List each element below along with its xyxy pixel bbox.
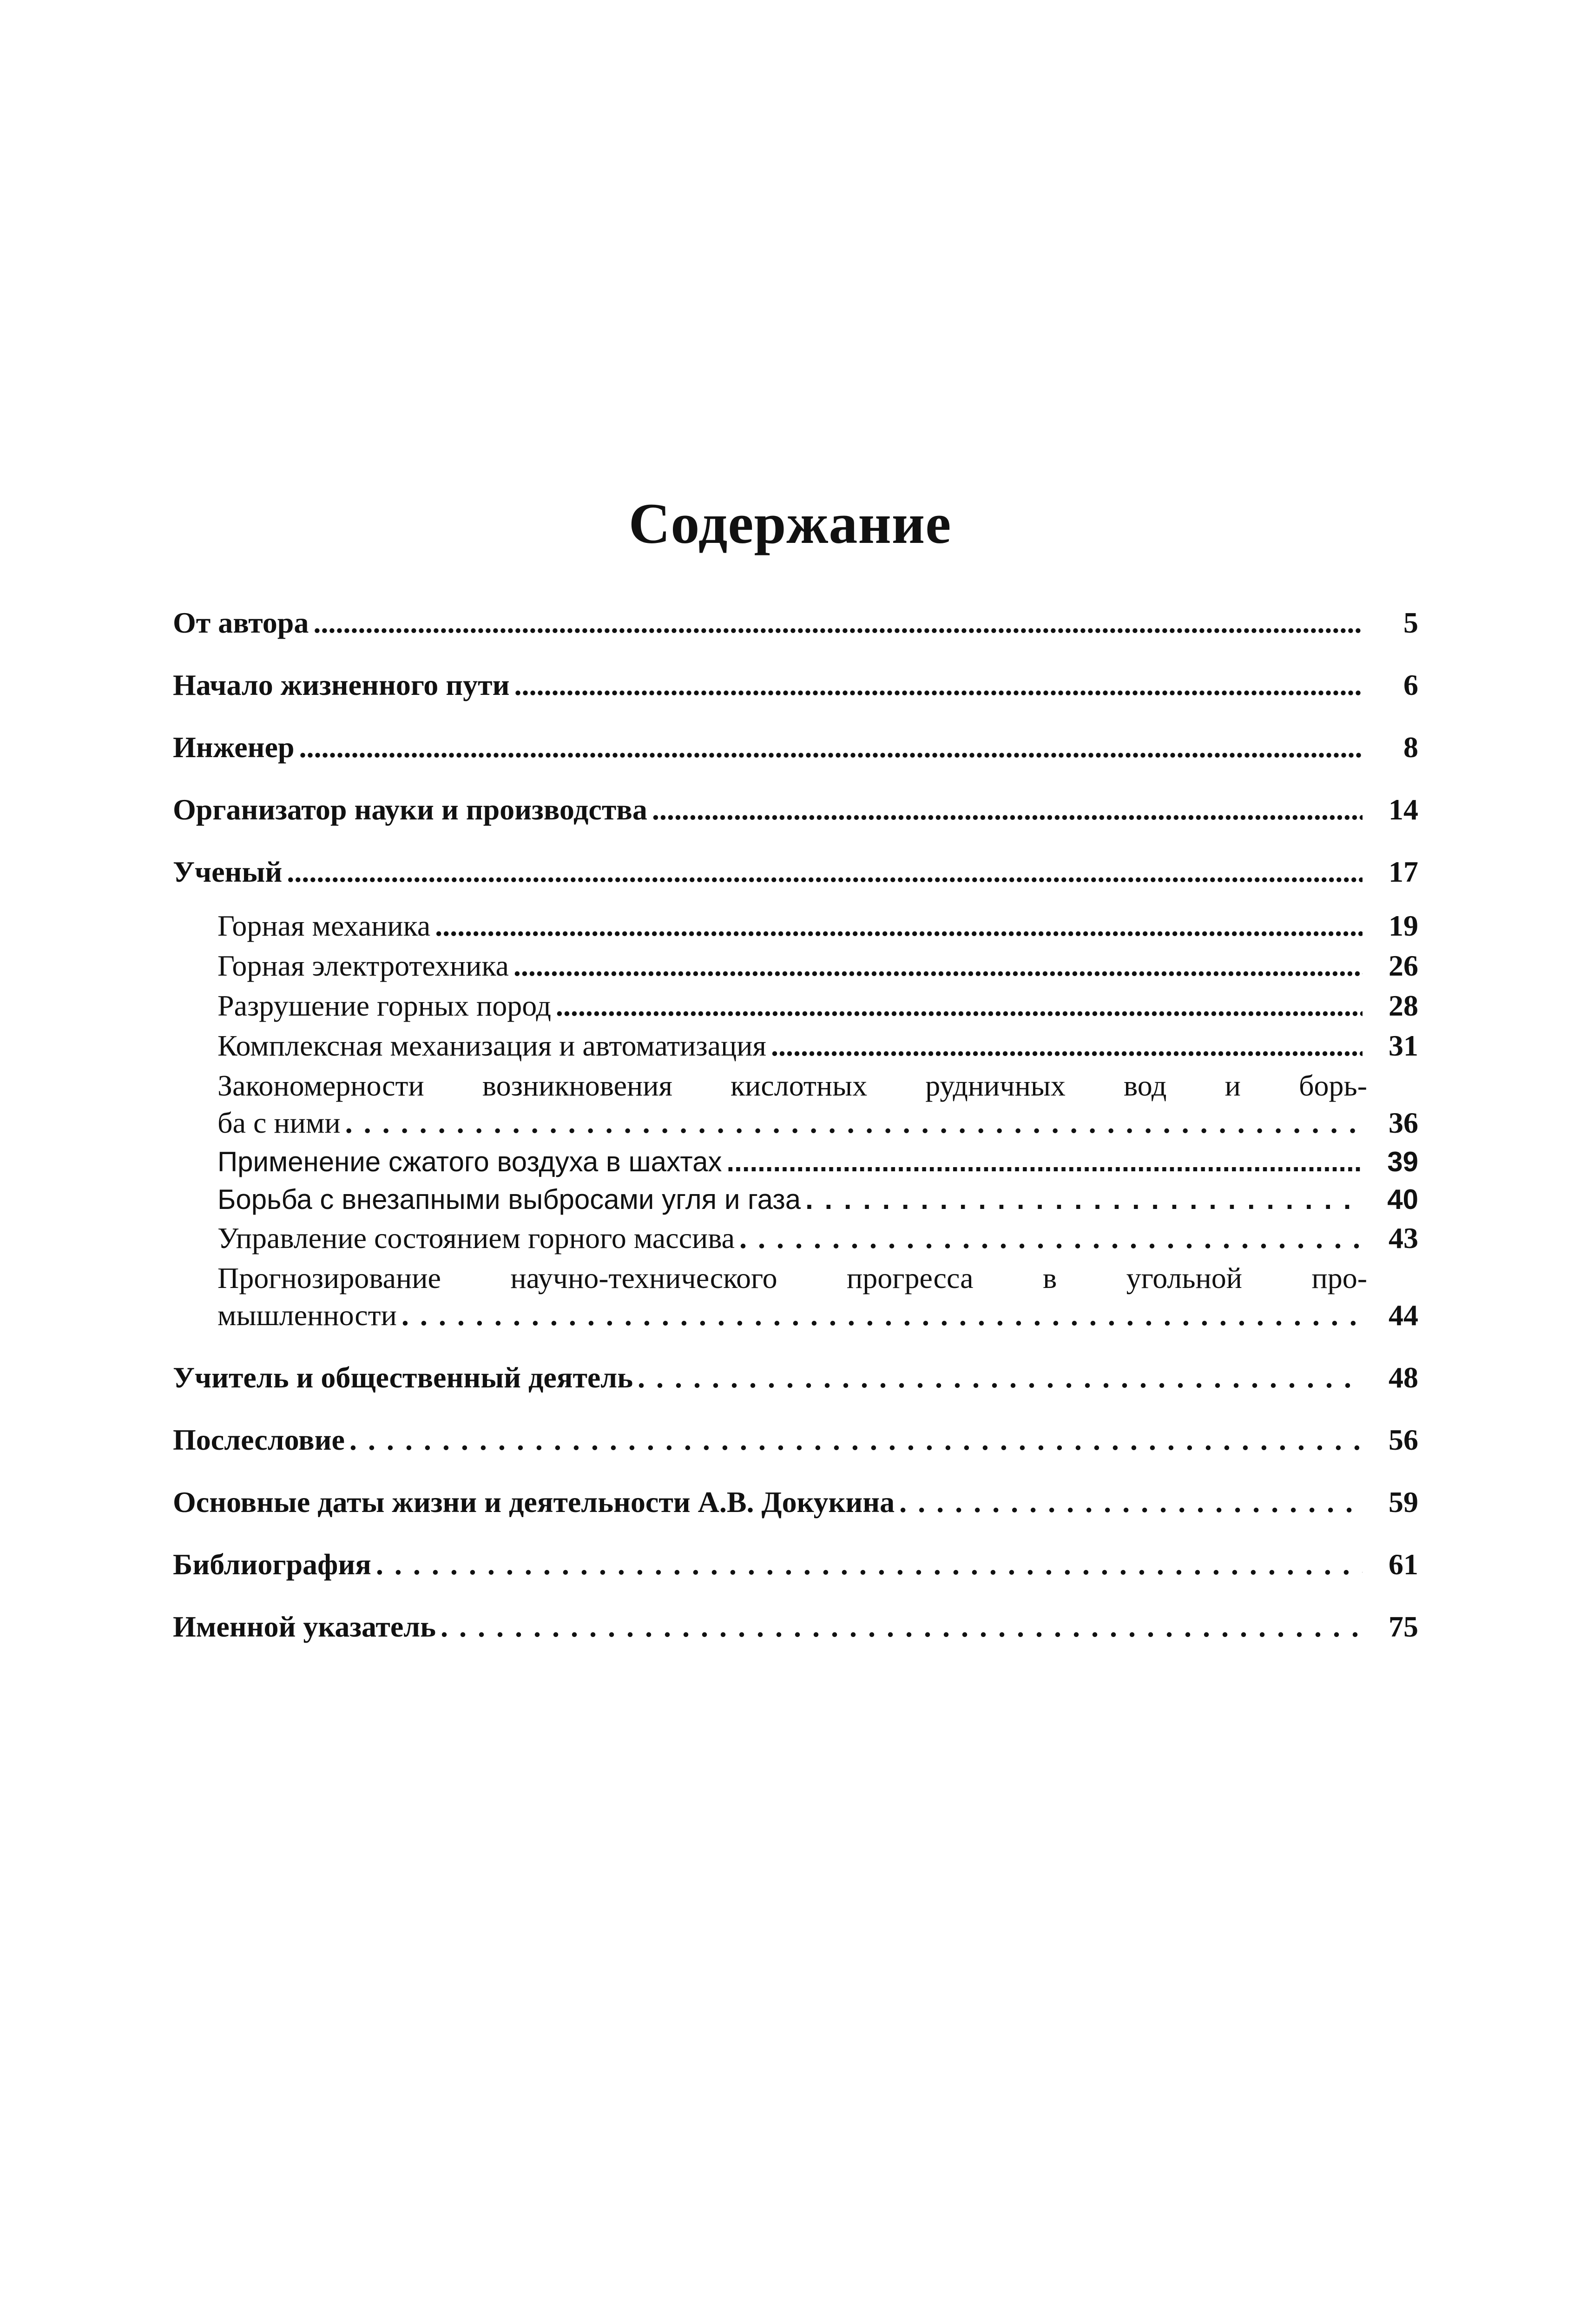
toc-entry-label-line1: Закономерности возникновения кислотных рудничных вод и борь- bbox=[217, 1069, 1367, 1102]
toc-page-number: 8 bbox=[1403, 731, 1418, 764]
dot-leader bbox=[287, 853, 1363, 891]
toc-page-number: 17 bbox=[1389, 855, 1418, 888]
toc-subentry[interactable] bbox=[173, 1182, 1418, 1217]
toc-page-number: 48 bbox=[1389, 1361, 1418, 1394]
toc-entry-label: Ученый bbox=[173, 855, 283, 888]
toc-entry-main-dates[interactable] bbox=[173, 1484, 1418, 1521]
dot-leader bbox=[652, 791, 1363, 828]
toc-entry-organizer[interactable] bbox=[173, 791, 1418, 828]
dot-leader bbox=[556, 987, 1363, 1024]
dot-leader bbox=[435, 907, 1363, 944]
toc-page-number: 39 bbox=[1387, 1146, 1418, 1177]
toc-entry-label: Начало жизненного пути bbox=[173, 668, 510, 701]
toc-entry-engineer[interactable] bbox=[173, 729, 1418, 766]
toc-entry-label-line1: Прогнозирование научно-технического прогресса в угольной про- bbox=[217, 1261, 1367, 1294]
dot-leader bbox=[899, 1484, 1363, 1521]
dot-leader bbox=[805, 1182, 1363, 1217]
toc-entry-label: Организатор науки и производства bbox=[173, 793, 647, 826]
toc-page-number: 26 bbox=[1389, 949, 1418, 982]
toc-page-number: 43 bbox=[1389, 1221, 1418, 1254]
toc-subentry[interactable] bbox=[173, 907, 1418, 944]
toc-subentry[interactable] bbox=[173, 1027, 1418, 1064]
toc-page-number: 44 bbox=[1389, 1299, 1418, 1332]
toc-entry-label: Борьба с внезапными выбросами угля и газа bbox=[217, 1184, 801, 1215]
toc-page-number: 14 bbox=[1389, 793, 1418, 826]
toc-entry-label: ба с ними bbox=[217, 1106, 341, 1139]
toc-subentry[interactable] bbox=[173, 987, 1418, 1024]
toc-entry-teacher[interactable] bbox=[173, 1359, 1418, 1396]
toc-page-number: 19 bbox=[1389, 909, 1418, 942]
table-of-contents bbox=[173, 604, 1418, 1645]
toc-entry-name-index[interactable] bbox=[173, 1608, 1418, 1645]
dot-leader bbox=[349, 1421, 1363, 1459]
dot-leader bbox=[638, 1359, 1363, 1396]
dot-leader bbox=[441, 1608, 1363, 1645]
toc-page-number: 5 bbox=[1403, 606, 1418, 639]
toc-subsections bbox=[173, 907, 1418, 1334]
toc-entry-continuation bbox=[217, 1104, 1418, 1142]
toc-page-number: 59 bbox=[1389, 1486, 1418, 1519]
toc-entry-label: Применение сжатого воздуха в шахтах bbox=[217, 1146, 722, 1177]
toc-page-number: 40 bbox=[1387, 1184, 1418, 1215]
toc-entry-bibliography[interactable] bbox=[173, 1546, 1418, 1583]
toc-entry-label: Горная электротехника bbox=[217, 949, 509, 982]
dot-leader bbox=[514, 947, 1363, 984]
toc-entry-label: Библиография bbox=[173, 1548, 371, 1581]
toc-subentry[interactable] bbox=[173, 947, 1418, 984]
toc-entry-label: Инженер bbox=[173, 731, 295, 764]
dot-leader bbox=[726, 1144, 1363, 1179]
toc-entry-scientist[interactable] bbox=[173, 853, 1418, 891]
toc-page-number: 6 bbox=[1403, 668, 1418, 701]
toc-entry-afterword[interactable] bbox=[173, 1421, 1418, 1459]
toc-page-number: 28 bbox=[1389, 989, 1418, 1022]
page-title: Содержание bbox=[628, 492, 952, 555]
toc-subentry[interactable] bbox=[173, 1144, 1418, 1179]
toc-page-number: 75 bbox=[1389, 1610, 1418, 1643]
dot-leader bbox=[402, 1297, 1363, 1334]
toc-entry-from-author[interactable] bbox=[173, 604, 1418, 641]
dot-leader bbox=[313, 604, 1363, 641]
dot-leader bbox=[376, 1546, 1363, 1583]
toc-subentry[interactable] bbox=[173, 1260, 1418, 1334]
toc-entry-label: Именной указатель bbox=[173, 1610, 436, 1643]
toc-page-number: 56 bbox=[1389, 1423, 1418, 1456]
toc-entry-label: Разрушение горных пород bbox=[217, 989, 551, 1022]
toc-entry-label: Горная механика bbox=[217, 909, 431, 942]
toc-entry-label: Учитель и общественный деятель bbox=[173, 1361, 633, 1394]
toc-subentry[interactable] bbox=[173, 1067, 1418, 1142]
toc-entry-label: Послесловие bbox=[173, 1423, 345, 1456]
dot-leader bbox=[739, 1220, 1363, 1257]
toc-entry-beginning[interactable] bbox=[173, 667, 1418, 704]
toc-entry-label: Комплексная механизация и автоматизация bbox=[217, 1029, 766, 1062]
dot-leader bbox=[299, 729, 1363, 766]
toc-entry-continuation bbox=[217, 1297, 1418, 1334]
toc-subentry[interactable] bbox=[173, 1220, 1418, 1257]
dot-leader bbox=[345, 1104, 1363, 1142]
toc-page-number: 31 bbox=[1389, 1029, 1418, 1062]
toc-page-number: 61 bbox=[1389, 1548, 1418, 1581]
dot-leader bbox=[771, 1027, 1363, 1064]
toc-entry-label: От автора bbox=[173, 606, 309, 639]
toc-entry-label: Управление состоянием горного массива bbox=[217, 1221, 735, 1254]
dot-leader bbox=[514, 667, 1363, 704]
toc-entry-label: мышленности bbox=[217, 1299, 397, 1332]
toc-page-number: 36 bbox=[1389, 1106, 1418, 1139]
toc-entry-label: Основные даты жизни и деятельности А.В. Докукина bbox=[173, 1486, 895, 1519]
